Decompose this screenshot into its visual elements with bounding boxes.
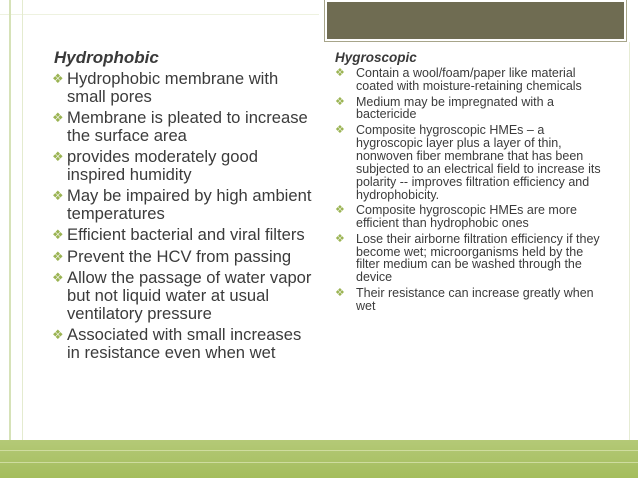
hydrophobic-heading: Hydrophobic [54, 48, 159, 67]
list-item-text: Lose their airborne filtration efficiency if they become wet; microorganisms held by the filter medium can be washed through the device [356, 231, 600, 285]
list-item-text: Composite hygroscopic HMEs – a hygroscopic layer plus a layer of thin, nonwoven fiber membrane that has been subjected to an electrical field to increase its polarity -- improves filtration efficiency and hydrophobicity. [356, 123, 601, 202]
list-item [54, 109, 316, 145]
list-item-text: Medium may be impregnated with a bactericide [356, 94, 555, 122]
list-item-text: Prevent the HCV from passing [67, 246, 292, 266]
bullet-icon: ❖ [335, 66, 345, 79]
list-item-text: Associated with small increases in resistance even when wet [67, 324, 302, 362]
list-item [54, 326, 316, 362]
title-box [325, 0, 626, 41]
list-item [335, 96, 605, 122]
list-item [54, 187, 316, 223]
list-item-text: provides moderately good inspired humidity [67, 147, 258, 184]
list-item [54, 269, 316, 322]
hygroscopic-column [335, 50, 605, 315]
list-item-text: Allow the passage of water vapor but not liquid water at usual ventilatory pressure [67, 267, 312, 323]
hydrophobic-list [54, 70, 316, 361]
hydrophobic-column [54, 48, 316, 365]
list-item [54, 226, 316, 244]
bullet-icon: ❖ [335, 123, 345, 136]
list-item-text: Their resistance can increase greatly when wet [356, 285, 594, 313]
bottom-decorative-band [0, 440, 638, 478]
bullet-icon: ❖ [52, 111, 64, 127]
bullet-icon: ❖ [52, 327, 64, 343]
frame-right-border [629, 0, 630, 478]
list-item-text: Efficient bacterial and viral filters [67, 225, 305, 245]
bullet-icon: ❖ [52, 150, 64, 166]
list-item-text: Hydrophobic membrane with small pores [67, 69, 279, 106]
frame-left-inner-border [22, 0, 23, 478]
title-placeholder-area [319, 0, 638, 42]
bullet-icon: ❖ [52, 189, 64, 205]
list-item-text: May be impaired by high ambient temperatures [67, 186, 312, 224]
list-item [54, 148, 316, 184]
band-line [0, 450, 638, 451]
list-item-text: Composite hygroscopic HMEs are more efficient than hydrophobic ones [356, 203, 577, 231]
band-line [0, 462, 638, 463]
bullet-icon: ❖ [335, 231, 345, 245]
hygroscopic-heading: Hygroscopic [335, 50, 417, 65]
bullet-icon: ❖ [335, 94, 345, 108]
bullet-icon: ❖ [52, 249, 64, 265]
frame-left-border [9, 0, 11, 478]
bullet-icon: ❖ [52, 270, 64, 286]
list-item-text: Membrane is pleated to increase the surface area [67, 108, 308, 145]
bullet-icon: ❖ [335, 285, 345, 299]
list-item [335, 204, 605, 230]
list-item [335, 233, 605, 285]
bullet-icon: ❖ [52, 72, 64, 87]
list-item [54, 248, 316, 266]
bullet-icon: ❖ [335, 203, 345, 217]
hygroscopic-list [335, 67, 605, 313]
list-item [335, 287, 605, 313]
list-item [335, 67, 605, 93]
list-item [335, 124, 605, 201]
list-item [54, 70, 316, 106]
bullet-icon: ❖ [52, 228, 64, 244]
list-item-text: Contain a wool/foam/paper like material coated with moisture-retaining chemicals [356, 66, 582, 93]
